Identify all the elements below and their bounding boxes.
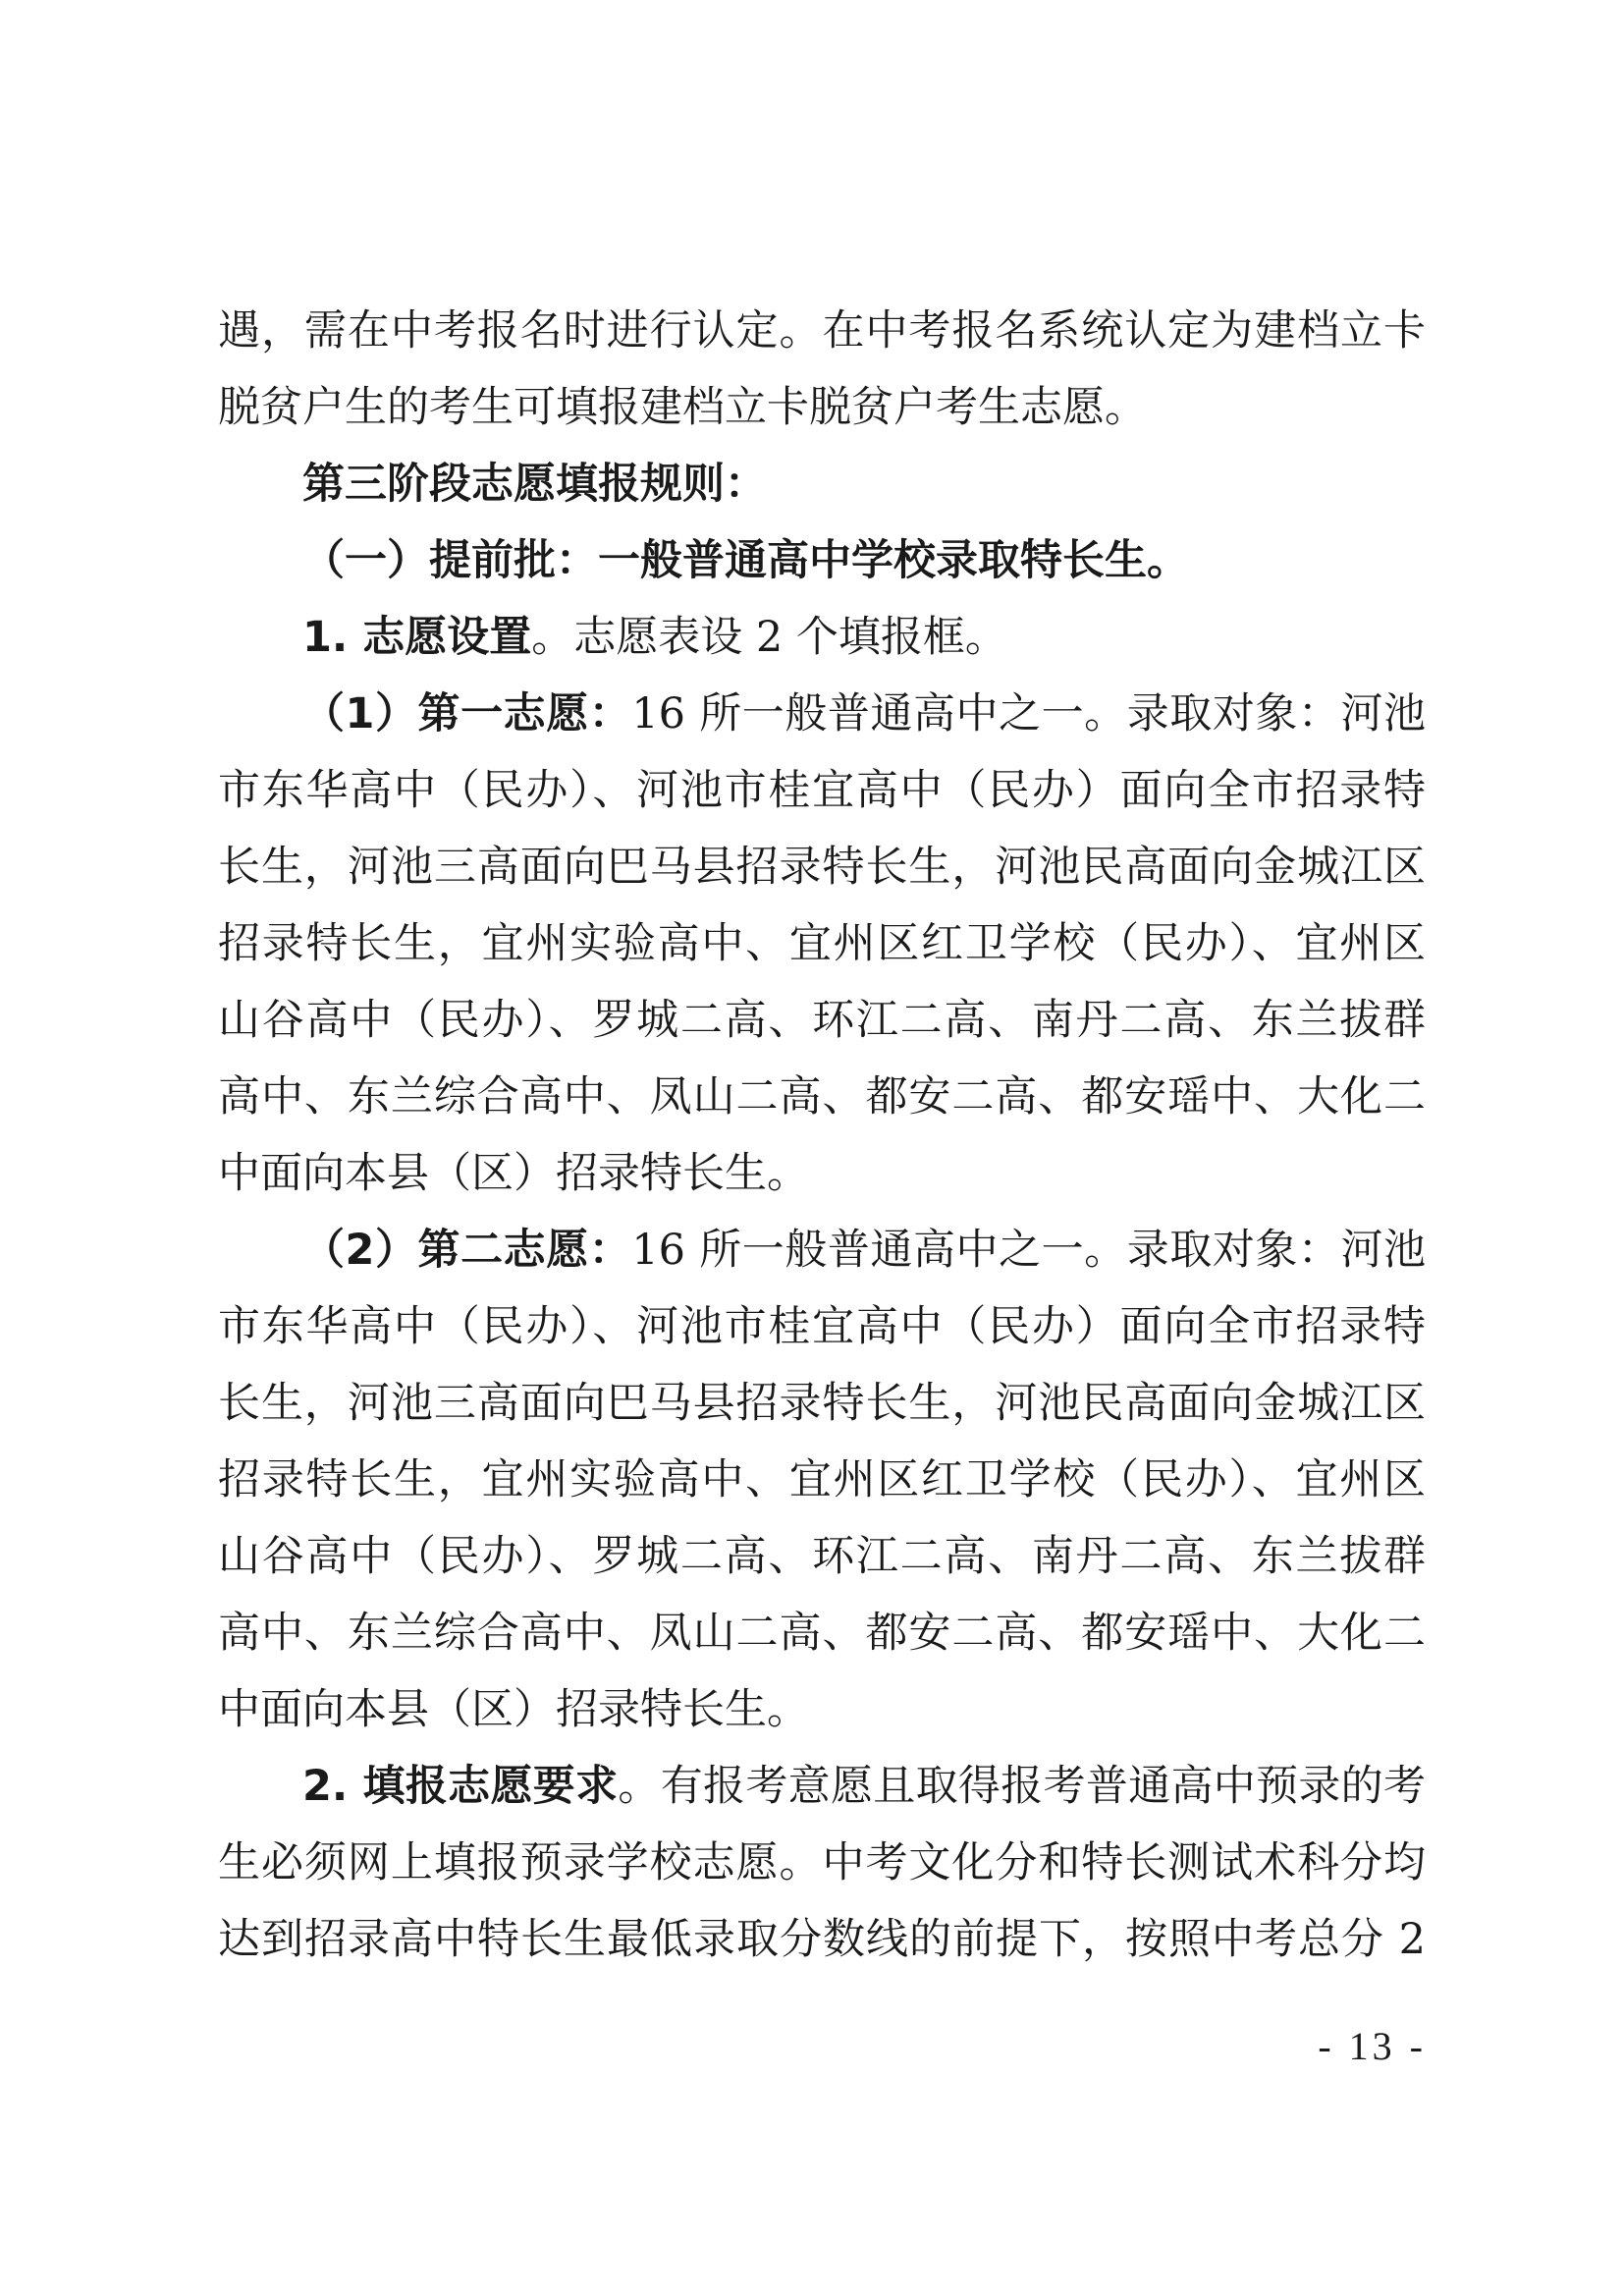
line-text: 中面向本县（区）招录特长生。 — [218, 1685, 809, 1734]
line-text: 招录特长生，宜州实验高中、宜州区红卫学校（民办）、宜州区 — [218, 919, 1426, 968]
text-line — [218, 1365, 1426, 1442]
text-line — [218, 1748, 1426, 1825]
bold-heading: （一）提前批：一般普通高中学校录取特长生。 — [302, 536, 1189, 585]
text-line — [218, 522, 1426, 599]
bold-heading: （1）第一志愿： — [302, 689, 632, 738]
line-text: 脱贫户生的考生可填报建档立卡脱贫户考生志愿。 — [218, 383, 1147, 432]
line-text: 长生，河池三高面向巴马县招录特长生，河池民高面向金城江区 — [218, 1379, 1426, 1428]
text-line — [218, 1212, 1426, 1288]
line-text: 遇，需在中考报名时进行认定。在中考报名系统认定为建档立卡 — [218, 306, 1426, 355]
page-number: - 13 - — [1318, 2024, 1427, 2068]
line-text: 市东华高中（民办）、河池市桂宜高中（民办）面向全市招录特 — [218, 766, 1426, 815]
line-text: 高中、东兰综合高中、凤山二高、都安二高、都安瑶中、大化二 — [218, 1072, 1426, 1121]
line-text: 达到招录高中特长生最低录取分数线的前提下，按照中考总分 2 — [218, 1915, 1426, 1964]
line-text: 中面向本县（区）招录特长生。 — [218, 1149, 809, 1198]
text-line — [218, 829, 1426, 905]
text-line — [218, 752, 1426, 829]
bold-heading: 第三阶段志愿填报规则： — [302, 460, 767, 509]
bold-heading: （2）第二志愿： — [302, 1226, 632, 1275]
text-line — [218, 446, 1426, 522]
text-line — [218, 676, 1426, 752]
document-body — [218, 293, 1426, 1978]
text-line — [218, 1595, 1426, 1671]
line-text: 16 所一般普通高中之一。录取对象：河池 — [631, 1226, 1427, 1275]
line-text: 16 所一般普通高中之一。录取对象：河池 — [631, 689, 1427, 738]
line-text: 高中、东兰综合高中、凤山二高、都安二高、都安瑶中、大化二 — [218, 1609, 1426, 1658]
text-line — [218, 905, 1426, 982]
text-line — [218, 1518, 1426, 1595]
line-text: 山谷高中（民办）、罗城二高、环江二高、南丹二高、东兰拔群 — [218, 1532, 1426, 1581]
line-text: 生必须网上填报预录学校志愿。中考文化分和特长测试术科分均 — [218, 1838, 1426, 1887]
line-text: 招录特长生，宜州实验高中、宜州区红卫学校（民办）、宜州区 — [218, 1455, 1426, 1504]
text-line — [218, 293, 1426, 369]
text-line — [218, 1442, 1426, 1518]
text-line — [218, 1135, 1426, 1212]
line-text: 。有报考意愿且取得报考普通高中预录的考 — [618, 1762, 1426, 1811]
line-text: 山谷高中（民办）、罗城二高、环江二高、南丹二高、东兰拔群 — [218, 996, 1426, 1045]
line-text: 长生，河池三高面向巴马县招录特长生，河池民高面向金城江区 — [218, 843, 1426, 892]
text-line — [218, 369, 1426, 446]
text-line — [218, 1059, 1426, 1135]
text-line — [218, 1825, 1426, 1901]
text-line — [218, 1901, 1426, 1978]
line-text: 市东华高中（民办）、河池市桂宜高中（民办）面向全市招录特 — [218, 1302, 1426, 1351]
bold-heading: 2. 填报志愿要求 — [302, 1762, 619, 1811]
text-line — [218, 599, 1426, 676]
bold-heading: 1. 志愿设置 — [302, 613, 532, 662]
text-line — [218, 982, 1426, 1059]
text-line — [218, 1671, 1426, 1748]
text-line — [218, 1288, 1426, 1365]
line-text: 。志愿表设 2 个填报框。 — [531, 613, 1007, 662]
